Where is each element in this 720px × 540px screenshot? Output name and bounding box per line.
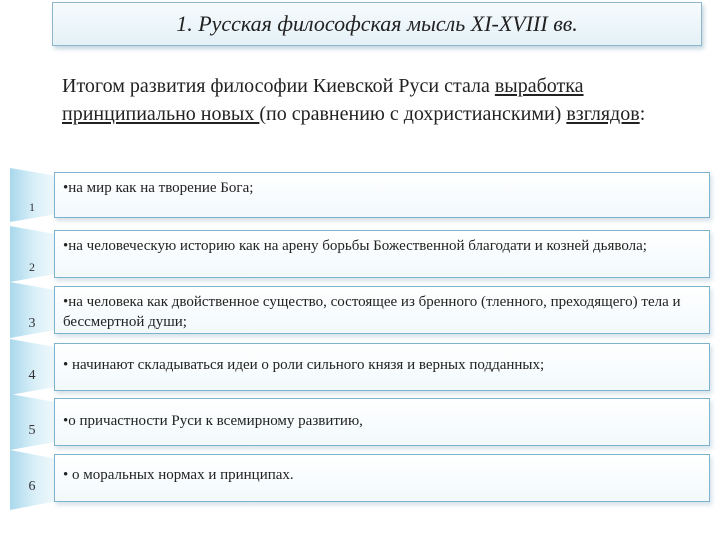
item-text-box xyxy=(54,398,710,446)
item-text: •о причастности Руси к всемирному развитию, xyxy=(63,413,363,429)
list-item-3 xyxy=(10,286,710,334)
item-text: •на человеческую историю как на арену борьбы Божественной благодати и козней дьявола; xyxy=(63,238,647,254)
item-text-box xyxy=(54,286,710,334)
item-number: 3 xyxy=(28,316,36,331)
list-item-1 xyxy=(10,172,710,218)
item-number: 4 xyxy=(28,368,36,383)
intro-text-part1: Итогом развития философии Киевской Руси стала xyxy=(62,75,495,97)
list-item-6 xyxy=(10,454,710,502)
item-text-box xyxy=(54,343,710,391)
slide-title: 1. Русская философская мысль XI-XVIII вв. xyxy=(176,11,578,36)
item-text: • начинают складываться идеи о роли сильного князя и верных подданных; xyxy=(63,357,545,373)
chevron-marker xyxy=(10,339,54,395)
item-number: 6 xyxy=(28,479,36,494)
intro-paragraph xyxy=(62,72,662,128)
item-number: 1 xyxy=(29,200,35,214)
item-text-box xyxy=(54,454,710,502)
slide-title-box xyxy=(52,2,702,46)
item-text-box xyxy=(54,172,710,218)
item-text: •на человека как двойственное существо, состоящее из бренного (тленного, преходящего) тела и бессмертной души; xyxy=(63,294,681,330)
intro-underlined-word: взглядов xyxy=(566,103,640,125)
list-item-4 xyxy=(10,343,710,391)
intro-text-part3: : xyxy=(639,103,646,125)
item-number: 5 xyxy=(28,423,36,438)
item-number: 2 xyxy=(29,260,35,274)
item-text-box xyxy=(54,230,710,278)
intro-underlined-phrase: выработка принципиально новых xyxy=(62,75,584,125)
list-item-2 xyxy=(10,230,710,278)
item-text: • о моральных нормах и принципах. xyxy=(63,467,294,483)
intro-text-part2: (по сравнению с дохристианскими) xyxy=(259,103,567,125)
chevron-marker xyxy=(10,394,54,450)
item-text: •на мир как на творение Бога; xyxy=(63,180,254,196)
list-item-5 xyxy=(10,398,710,446)
